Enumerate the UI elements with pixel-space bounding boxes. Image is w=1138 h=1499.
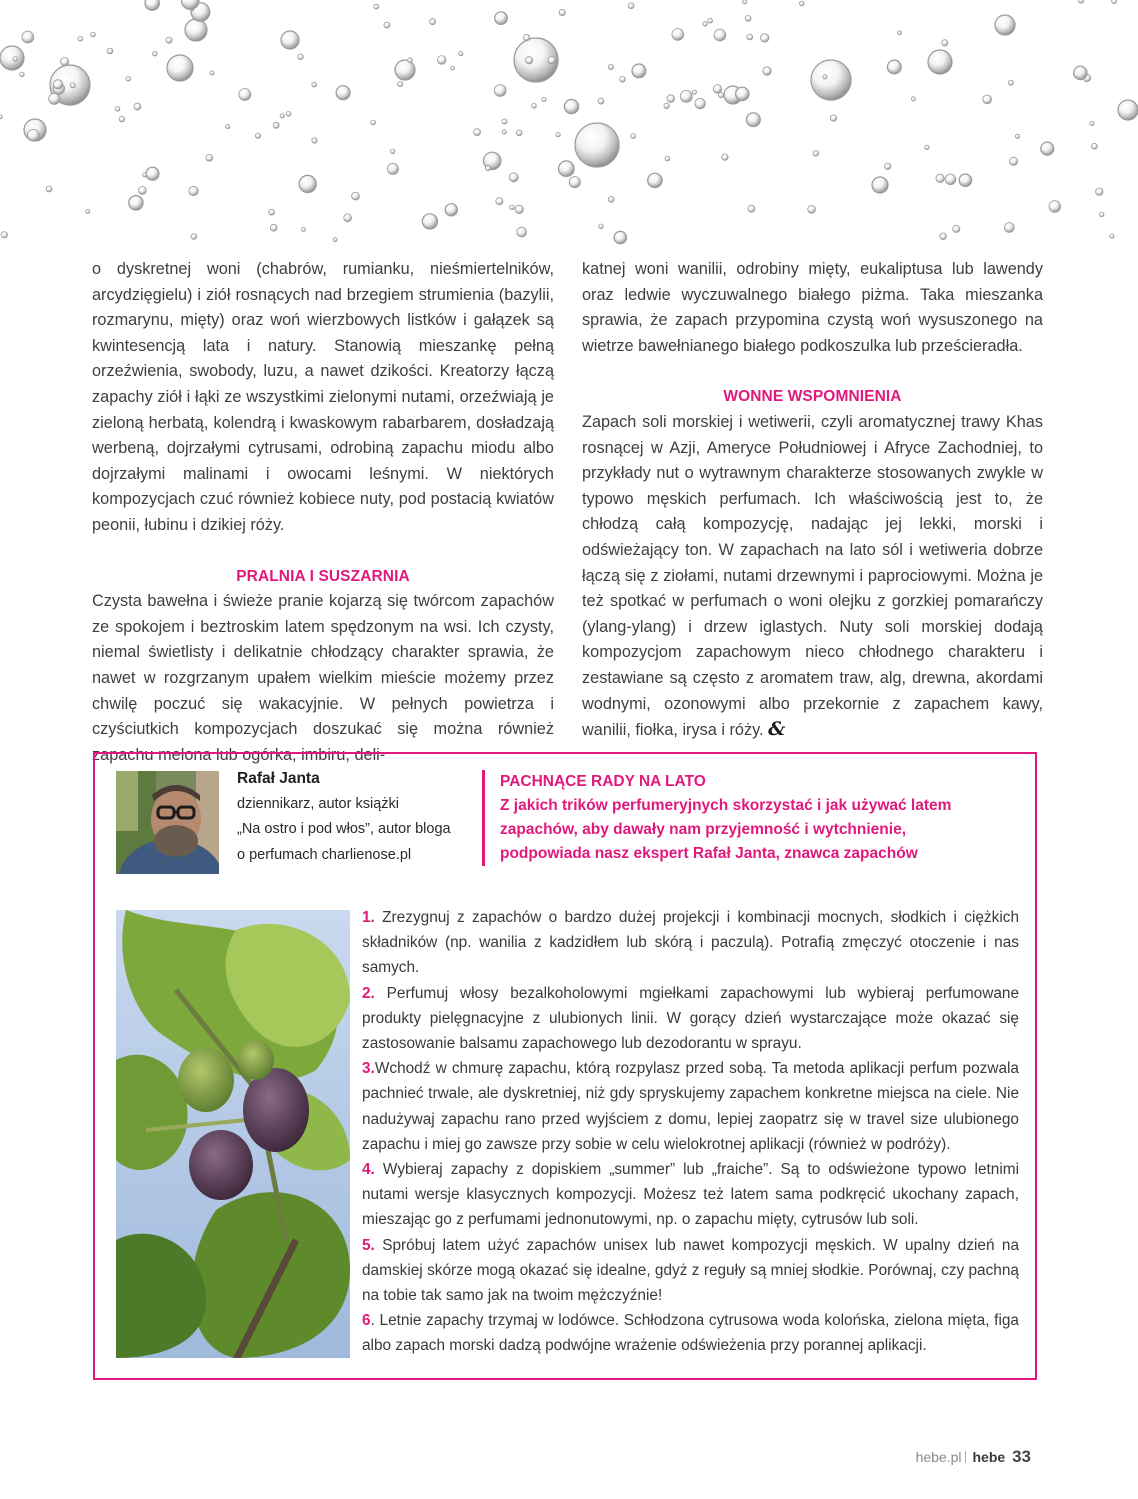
bubble xyxy=(280,114,284,118)
section-heading-pralnia: PRALNIA I SUSZARNIA xyxy=(236,567,410,585)
tips-title: PACHNĄCE RADY NA LATO xyxy=(500,773,706,790)
bubble xyxy=(526,57,533,64)
page-footer xyxy=(916,1447,1031,1467)
bubble xyxy=(648,173,662,187)
water-bubbles-decoration xyxy=(0,0,1138,300)
right-intro-text: katnej woni wanilii, odrobiny mięty, eukaliptusa lub lawendy oraz ledwie wyczuwalnego białego piżma. Taka mieszanka sprawia, że zapach przypomina czystą woń wysuszonego na wietrze bawełnianego białego podkoszulka lub prześcieradła. xyxy=(582,260,1043,355)
bubble xyxy=(1015,134,1019,138)
bubble xyxy=(1074,66,1087,79)
bubble xyxy=(61,58,69,66)
bubble xyxy=(22,31,34,43)
bubble xyxy=(107,48,113,54)
expert-bio-line: „Na ostro i pod włos”, autor bloga xyxy=(237,821,451,837)
bubble xyxy=(983,95,992,104)
tip-text: Wchodź w chmurę zapachu, którą rozpylasz przed sobą. Ta metoda aplikacji perfum pozwala pachnieć trwale, ale dyskretniej, niż gdy spryskujemy zapachem konkretne miejsca na ciele. Nie nadużywaj zapachu rano przed wyjściem z domu, lepiej zaopatrz się w travel size ulubionego zapachu i miej go zawsze przy sobie w celu wielokrotnej aplikacji (również w podróży). xyxy=(362,1060,1019,1153)
bubble xyxy=(1008,80,1013,85)
right-body-text: Zapach soli morskiej i wetiwerii, czyli aromatycznej trawy Khas rosnącej w Azji, Ameryce Południowej i Afryce Zachodniej, to przykłady nut o wytrawnym charakterze stosowanych zwykle w typowo męskich perfumach. Ich właściwością jest to, że chłodzą całą kompozycję, nadając jej lekki, morski i odświeżający ton. W zapachach na lato sól i wetiweria dobrze łączą się z ziołami, nutami drzewnymi i paprociowymi. Można je też spotkać w perfumach o woni olejku z gorzkiej pomarańczy (ylang-ylang) i drzew iglastych. Nuty soli morskiej dodają kompozycjom zapachowym nieco chłodnego charakteru i zestawiane są często z aromatem traw, alg, drewna, akordami wodnymi, ozonowymi albo przekornie z zapachem kawy, wanilii, fiołka, irysa i róży. xyxy=(582,412,1043,740)
bubble xyxy=(269,209,275,215)
bubble xyxy=(239,89,251,101)
tips-heading xyxy=(482,770,962,866)
bubble xyxy=(0,115,2,119)
bubble xyxy=(20,72,25,77)
bubble xyxy=(620,76,626,82)
bubble xyxy=(515,205,523,213)
bubble xyxy=(898,31,902,35)
bubble xyxy=(614,231,626,243)
bubble xyxy=(129,196,143,210)
bubble xyxy=(1092,143,1098,149)
bubble xyxy=(185,19,207,41)
footer-separator xyxy=(965,1451,966,1463)
bubble xyxy=(474,129,481,136)
bubble xyxy=(502,130,506,134)
bubble xyxy=(486,166,491,171)
tip-text: Zrezygnuj z zapachów o bardzo dużej projekcji i kombinacji mocnych, słodkich i ciężkich składników (np. wanilia z kadzidłem lub skórą i paczulą). Potrafią zmęczyć otoczenie i nas samych. xyxy=(362,909,1020,977)
bubble xyxy=(398,81,403,86)
bubble xyxy=(940,233,947,240)
bubble xyxy=(496,198,503,205)
bubble xyxy=(494,85,506,97)
bubble xyxy=(564,100,578,114)
bubble xyxy=(813,151,819,157)
bubble xyxy=(302,228,306,232)
bubble xyxy=(206,154,213,161)
tip-number: 5. xyxy=(362,1236,375,1254)
bubble xyxy=(703,22,707,26)
tip-number: 3. xyxy=(362,1060,375,1078)
bubble xyxy=(78,36,83,41)
bubble xyxy=(430,19,436,25)
bubble xyxy=(736,87,749,100)
bubble xyxy=(226,125,230,129)
bubble xyxy=(126,77,131,82)
bubble xyxy=(1118,100,1138,120)
bubble xyxy=(495,12,508,25)
bubble xyxy=(763,67,771,75)
bubble xyxy=(510,205,515,210)
bubble xyxy=(928,50,952,74)
bubble xyxy=(823,75,827,79)
bubble xyxy=(451,66,455,70)
tip-number: 4. xyxy=(362,1161,375,1179)
bubble xyxy=(714,29,726,41)
bubble xyxy=(664,103,669,108)
tip-item xyxy=(362,981,1019,1057)
fig-tree-photo xyxy=(116,910,350,1358)
bubble xyxy=(517,227,527,237)
bubble xyxy=(523,34,529,40)
tip-item xyxy=(362,1157,1019,1233)
bubble xyxy=(352,192,360,200)
bubble xyxy=(146,167,159,180)
bubble xyxy=(722,154,728,160)
bubble xyxy=(49,93,60,104)
bubble xyxy=(445,204,457,216)
bubble xyxy=(1112,0,1117,4)
page-number: 33 xyxy=(1012,1447,1031,1466)
bubble xyxy=(273,122,279,128)
expert-bio xyxy=(237,766,467,868)
bubble xyxy=(953,225,960,232)
tip-number: 6 xyxy=(362,1312,371,1330)
bubble xyxy=(995,15,1015,35)
bubble xyxy=(811,60,851,100)
bubble xyxy=(747,113,761,127)
bubble xyxy=(1078,0,1084,3)
tip-item xyxy=(362,1056,1019,1157)
tip-item xyxy=(362,1308,1019,1358)
footer-brand: hebe xyxy=(972,1449,1006,1465)
tip-number: 2. xyxy=(362,984,375,1002)
bubble xyxy=(1099,212,1104,217)
bubble xyxy=(713,85,722,94)
tip-text: Wybieraj zapachy z dopiskiem „summer” lub „fraiche”. Są to odświeżone typowo letnimi nutami wersje klasycznych kompozycji. Możesz też latem sama podkręcić ukochany zapach, mieszając go z perfumami jednonutowymi, np. o zapachu mięty, cytrusów lub soli. xyxy=(362,1161,1020,1229)
bubble xyxy=(599,224,604,229)
bubble xyxy=(298,54,304,60)
bubble xyxy=(70,83,75,88)
bubble xyxy=(395,60,415,80)
bubble xyxy=(945,174,956,185)
bubble xyxy=(408,58,413,63)
bubble xyxy=(887,60,901,74)
bubble xyxy=(299,175,316,192)
bubble xyxy=(422,214,437,229)
bubble xyxy=(0,46,24,70)
tip-text: . Letnie zapachy trzymaj w lodówce. Schłodzona cytrusowa woda kolońska, zielona mięta, figa albo zapach morski dadzą podwójne wrażenie odświeżenia przy porannej aplikacji. xyxy=(362,1312,1019,1355)
bubble xyxy=(86,210,90,214)
bubble xyxy=(210,71,214,75)
bubble xyxy=(959,174,971,186)
bubble xyxy=(872,177,888,193)
bubble xyxy=(255,133,260,138)
bubble xyxy=(569,177,580,188)
tips-list xyxy=(362,905,1019,1359)
bubble xyxy=(1010,157,1018,165)
bubble xyxy=(374,4,379,9)
bubble xyxy=(747,34,753,40)
bubble xyxy=(516,130,522,136)
bubble xyxy=(166,37,172,43)
article-right-column xyxy=(582,257,1043,744)
tip-item xyxy=(362,1233,1019,1309)
bubble xyxy=(680,90,692,102)
bubble xyxy=(134,103,141,110)
expert-bio-line: o perfumach charlienose.pl xyxy=(237,846,412,863)
bubble xyxy=(665,156,670,161)
bubble xyxy=(1,232,7,238)
bubble xyxy=(1096,188,1103,195)
bubble xyxy=(312,82,317,87)
bubble xyxy=(437,56,446,65)
bubble xyxy=(1090,121,1094,125)
bubble xyxy=(830,115,836,121)
bubble xyxy=(608,196,614,202)
bubble xyxy=(502,119,507,124)
bubble xyxy=(1041,142,1054,155)
bubble xyxy=(167,55,193,81)
bubble xyxy=(1004,223,1014,233)
bubble xyxy=(532,103,537,108)
footer-site: hebe.pl xyxy=(915,1449,962,1465)
bubble xyxy=(628,3,634,9)
bubble xyxy=(695,98,705,108)
bubble xyxy=(718,93,723,98)
bubble xyxy=(281,31,299,49)
bubble xyxy=(942,40,948,46)
bubble xyxy=(46,186,52,192)
bubble xyxy=(885,163,891,169)
bubble xyxy=(542,97,546,101)
bubble xyxy=(191,234,197,240)
tip-text: Perfumuj włosy bezalkoholowymi mgiełkami zapachowymi lub wybieraj perfumowane produkty pielęgnacyjne z ulubionych linii. W gorący dzień wystarczające może okazać się zastosowanie balsamu zapachowego lub dezodorantu w sprayu. xyxy=(362,984,1020,1053)
bubble xyxy=(384,22,390,28)
bubble xyxy=(115,106,120,111)
bubble xyxy=(312,138,317,143)
bubble xyxy=(608,64,613,69)
bubble xyxy=(911,97,915,101)
bubble xyxy=(344,214,352,222)
expert-name: Rafał Janta xyxy=(237,770,320,787)
bubble xyxy=(631,134,636,139)
bubble xyxy=(667,95,675,103)
bubble xyxy=(28,129,40,141)
expert-avatar xyxy=(116,771,219,874)
bubble xyxy=(13,57,18,62)
bubble xyxy=(145,0,159,10)
bubble xyxy=(286,111,291,116)
bubble xyxy=(270,224,277,231)
bubble xyxy=(808,205,816,213)
bubble xyxy=(748,205,755,212)
left-intro-text: o dyskretnej woni (chabrów, rumianku, nieśmiertelników, arcydzięgielu) i ziół rosnących nad brzegiem strumienia (bazylii, rozmarynu, mięty) oraz woń wierzbowych listków i gałązek są kwintesencją lata i natury. Stanowią mieszankę pełną orzeźwienia, swobody, luzu, a nawet dzikości. Kreatorzy łączą zapachy ziół i łąki ze wszystkimi zielonymi nutami, orzeźwiają je zieloną herbatą, kolendrą i kwaskowym rabarbarem, dosładzają werbeną, dojrzałymi cytrusami, odrobiną zapachu miodu albo dojrzałymi malinami i owocami leśnymi. W niektórych kompozycjach czuć również kobiece nuty, pod postacią kwiatów peonii, łubinu i dzikiej róży. xyxy=(92,260,554,534)
bubble xyxy=(336,86,350,100)
bubble xyxy=(1110,234,1114,238)
bubble xyxy=(559,9,565,15)
bubble xyxy=(459,52,463,56)
bubble xyxy=(548,57,555,64)
bubble xyxy=(53,80,62,89)
bubble xyxy=(708,18,713,23)
bubble xyxy=(509,173,518,182)
tip-text: Spróbuj latem użyć zapachów unisex lub nawet kompozycji męskich. W upalny dzień na damskiej skórze mogą okazać się idealne, gdyż z reguły są mniej słodkie. Porównaj, czy pachną na tobie tak samo jak na twoim mężczyźnie! xyxy=(362,1236,1020,1305)
bubble xyxy=(559,161,575,177)
bubble xyxy=(387,163,398,174)
bubble xyxy=(745,16,751,22)
bubble xyxy=(139,187,147,195)
bubble xyxy=(672,29,684,41)
bubble xyxy=(925,145,929,149)
bubble xyxy=(371,120,376,125)
tip-number: 1. xyxy=(362,909,375,926)
article-left-column xyxy=(92,257,554,768)
bubble xyxy=(390,149,395,154)
bubble xyxy=(1049,201,1061,213)
bubble xyxy=(598,98,604,104)
bubble xyxy=(189,186,198,195)
section-heading-wonne: WONNE WSPOMNIENIA xyxy=(723,388,902,406)
bubble xyxy=(333,238,337,242)
expert-bio-line: dziennikarz, autor książki xyxy=(237,795,399,812)
bubble xyxy=(556,132,560,136)
bubble xyxy=(692,90,696,94)
left-body-text: Czysta bawełna i świeże pranie kojarzą się twórcom zapachów ze spokojem i beztroskim latem spędzonym na wsi. Ich czysty, niemal świetlisty i delikatnie chłodzący charakter sprawia, że nawet w rozgrzanym upałem wielkim mieście możemy przez chwilę poczuć się wakacyjnie. W pełnych powietrza i czyściutkich kompozycjach doszukać się można również zapachu melona lub ogórka, imbiru, deli- xyxy=(92,592,554,764)
bubble xyxy=(800,1,805,6)
article-end-mark: & xyxy=(768,718,786,741)
bubble xyxy=(743,0,747,4)
bubble xyxy=(119,116,125,122)
bubble xyxy=(632,64,646,78)
bubble xyxy=(153,51,158,56)
bubble xyxy=(575,123,619,167)
bubble xyxy=(91,32,96,37)
bubble xyxy=(761,34,769,42)
tips-subtitle: Z jakich trików perfumeryjnych skorzystać i jak używać latem zapachów, aby dawały nam przyjemność i wytchnienie, podpowiada nasz ekspert Rafał Janta, znawca zapachów xyxy=(500,797,952,862)
bubble xyxy=(936,174,944,182)
tip-item xyxy=(362,905,1019,981)
